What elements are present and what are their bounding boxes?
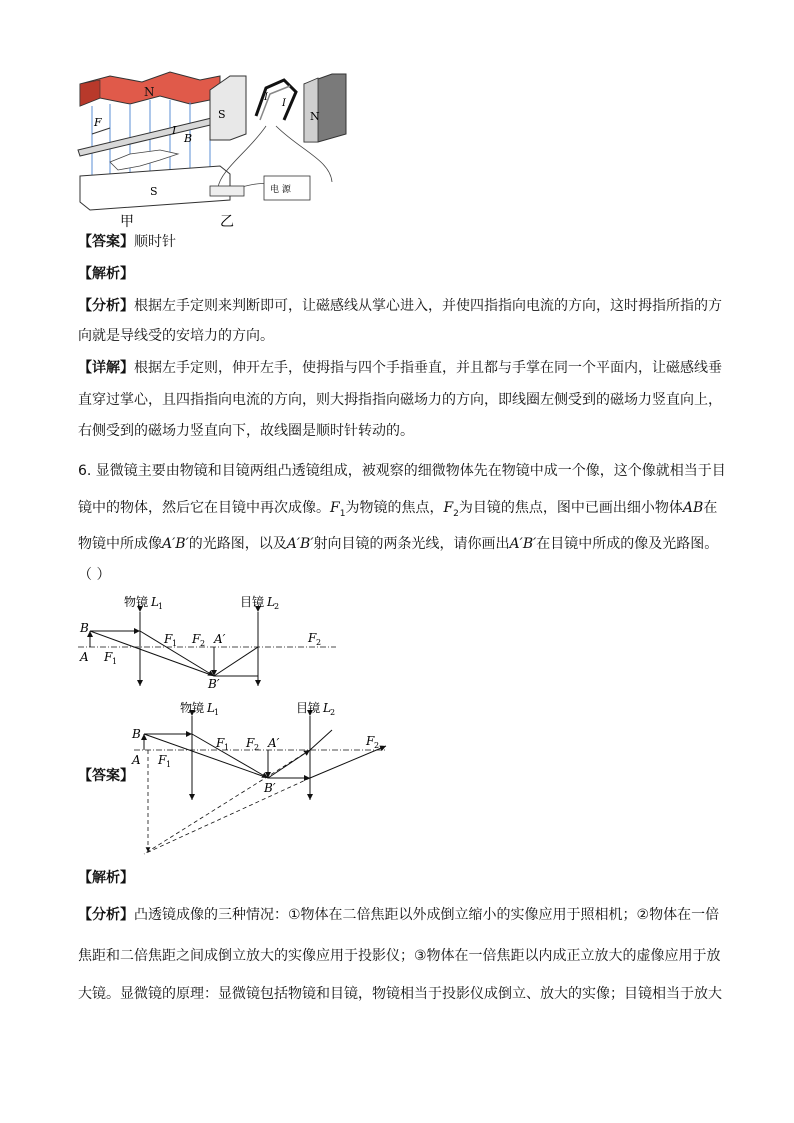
d1-objective-sub: 1 bbox=[158, 602, 164, 611]
d2-eyepiece-sym: L bbox=[323, 701, 331, 715]
q6-f2: F bbox=[443, 500, 454, 516]
q5-answer-line bbox=[78, 232, 728, 252]
q5-jiexi-line bbox=[78, 264, 728, 284]
q6-fenxi-text-3: 大镜。显微镜的原理：显微镜包括物镜和目镜，物镜相当于投影仪成倒立、放大的实像；目镜相当于放大 bbox=[78, 986, 722, 1002]
xiangjie-text-3: 右侧受到的磁场力竖直向下，故线圈是顺时针转动的。 bbox=[78, 423, 414, 439]
fenxi-text-2: 向就是导线受的安培力的方向。 bbox=[78, 328, 274, 344]
d1-F1-left-sub: 1 bbox=[112, 657, 118, 666]
d2-F2-right-sub: 2 bbox=[374, 741, 380, 750]
q6-text-3a: 物镜中所成像 bbox=[78, 536, 162, 552]
q6-line-2 bbox=[78, 498, 728, 524]
q5-fenxi-line-1 bbox=[78, 296, 728, 316]
magnet-figure bbox=[70, 70, 360, 230]
q6-fenxi-text-1: 凸透镜成像的三种情况：①物体在二倍焦距以外成倒立缩小的实像应用于照相机；②物体在一倍 bbox=[134, 907, 720, 923]
q6-f1: F bbox=[330, 500, 340, 516]
d2-A: A bbox=[132, 753, 141, 767]
d1-objective-sym: L bbox=[151, 595, 159, 609]
d2-objective-sub: 1 bbox=[214, 708, 220, 717]
q6-text-1: 6. 显微镜主要由物镜和目镜两组凸透镜组成，被观察的细微物体先在物镜中成一个像，这个像就相当于目 bbox=[78, 463, 726, 479]
q6-fenxi-line-2 bbox=[78, 946, 728, 966]
d1-F2-left: F bbox=[192, 632, 201, 646]
d1-eyepiece-sym: L bbox=[267, 595, 275, 609]
d2-Aprime: A′ bbox=[268, 736, 280, 750]
q6-text-3d: 在目镜中所成的像及光路图。 bbox=[536, 536, 719, 552]
left-pole-label: S bbox=[218, 108, 226, 121]
q6-f1-sub: 1 bbox=[339, 508, 346, 519]
q6-ab2: A′B′ bbox=[286, 536, 314, 552]
jiexi-tag: 【解析】 bbox=[78, 266, 134, 282]
answer-tag: 【答案】 bbox=[78, 234, 134, 250]
d2-F1-left: F bbox=[158, 753, 167, 767]
d1-F1-right: F bbox=[164, 632, 173, 646]
q6-jiexi-tag: 【解析】 bbox=[78, 870, 134, 886]
xiangjie-tag: 【详解】 bbox=[78, 360, 134, 376]
fenxi-text-1: 根据左手定则来判断即可，让磁感线从掌心进入，并使四指指向电流的方向，这时拇指所指的方 bbox=[134, 298, 722, 314]
q5-xiangjie-line-2 bbox=[78, 390, 728, 410]
label-jia: 甲 bbox=[120, 214, 134, 230]
q6-fenxi-line-3 bbox=[78, 984, 728, 1004]
d2-F2-left-sub: 2 bbox=[254, 743, 260, 752]
fenxi-tag: 【分析】 bbox=[78, 298, 134, 314]
d1-eyepiece-label: 目镜 bbox=[240, 595, 265, 609]
field-label: B bbox=[184, 132, 193, 145]
question-diagram bbox=[74, 590, 374, 690]
d2-eyepiece-label: 目镜 bbox=[296, 701, 321, 715]
d1-Aprime: A′ bbox=[214, 632, 226, 646]
figure-yi bbox=[210, 74, 346, 230]
q6-jiexi-line bbox=[78, 868, 728, 888]
q5-xiangjie-line-1 bbox=[78, 358, 728, 378]
d2-F2-left: F bbox=[246, 736, 255, 750]
q6-text-2c: 为目镜的焦点，图中已画出细小物体 bbox=[458, 500, 683, 516]
q6-fenxi-line-1 bbox=[78, 905, 728, 925]
d1-F2-right-sub: 2 bbox=[316, 638, 322, 647]
q6-line-3 bbox=[78, 534, 728, 554]
answer-diagram bbox=[124, 696, 394, 861]
q5-fenxi-line-2 bbox=[78, 326, 728, 346]
battery-label: 电 源 bbox=[270, 185, 291, 195]
q6-fenxi-text-2: 焦距和二倍焦距之间成倒立放大的实像应用于投影仪；③物体在一倍焦距以内成正立放大的虚像应用于放 bbox=[78, 948, 721, 964]
q6-blank-line bbox=[78, 565, 728, 585]
d1-F2-left-sub: 2 bbox=[200, 639, 206, 648]
q6-ab3: A′B′ bbox=[509, 536, 537, 552]
q6-blank: （ ） bbox=[78, 567, 111, 583]
q6-text-3b: 的光路图，以及 bbox=[188, 536, 287, 552]
q6-text-2a: 镜中的物体，然后它在目镜中再次成像。 bbox=[78, 500, 330, 516]
q5-xiangjie-line-3 bbox=[78, 421, 728, 441]
d2-B: B bbox=[132, 727, 141, 741]
d1-F1-left: F bbox=[104, 650, 113, 664]
figure-jia bbox=[78, 72, 230, 230]
d2-F1-right: F bbox=[216, 736, 225, 750]
d2-eyepiece-sub: 2 bbox=[330, 708, 336, 717]
q6-line-1 bbox=[78, 461, 728, 481]
d2-objective-label: 物镜 bbox=[180, 701, 205, 715]
d2-objective-sym: L bbox=[207, 701, 215, 715]
force-label: F bbox=[94, 116, 102, 129]
coil-current-2: I bbox=[282, 98, 286, 109]
d1-Bprime: B′ bbox=[208, 677, 220, 690]
q6-text-2d: 在 bbox=[703, 500, 718, 516]
d1-objective-label: 物镜 bbox=[124, 595, 149, 609]
d1-F2-right: F bbox=[308, 631, 317, 645]
d2-F1-left-sub: 1 bbox=[166, 760, 172, 769]
xiangjie-text-2: 直穿过掌心，且四指指向电流的方向，则大拇指指向磁场力的方向，即线圈左侧受到的磁场力竖直向上， bbox=[78, 392, 722, 408]
q6-text-3c: 射向目镜的两条光线，请你画出 bbox=[313, 536, 510, 552]
q6-fenxi-tag: 【分析】 bbox=[78, 907, 134, 923]
magnet-top-label: N bbox=[144, 85, 155, 99]
current-label: I bbox=[172, 124, 177, 137]
d1-F1-right-sub: 1 bbox=[172, 639, 178, 648]
d1-A: A bbox=[80, 650, 89, 664]
magnet-bottom-label: S bbox=[150, 185, 158, 198]
d2-Bprime: B′ bbox=[264, 781, 276, 795]
q6-ab1: A′B′ bbox=[162, 536, 189, 552]
d2-F2-right: F bbox=[366, 734, 375, 748]
label-yi: 乙 bbox=[220, 214, 234, 230]
xiangjie-text-1: 根据左手定则，伸开左手，使拇指与四个手指垂直，并且都与手掌在同一个平面内，让磁感线垂 bbox=[134, 360, 722, 376]
right-pole-label: N bbox=[310, 110, 320, 123]
d2-F1-right-sub: 1 bbox=[224, 743, 230, 752]
coil-current-1: I bbox=[264, 92, 268, 103]
q6-text-2b: 为物镜的焦点， bbox=[345, 500, 444, 516]
q6-ab: AB bbox=[682, 500, 704, 516]
q6-f2-sub: 2 bbox=[453, 508, 459, 519]
d1-eyepiece-sub: 2 bbox=[274, 602, 280, 611]
d1-B: B bbox=[80, 621, 89, 635]
answer-text: 顺时针 bbox=[134, 234, 176, 250]
q6-answer-tag: 【答案】 bbox=[78, 768, 134, 784]
